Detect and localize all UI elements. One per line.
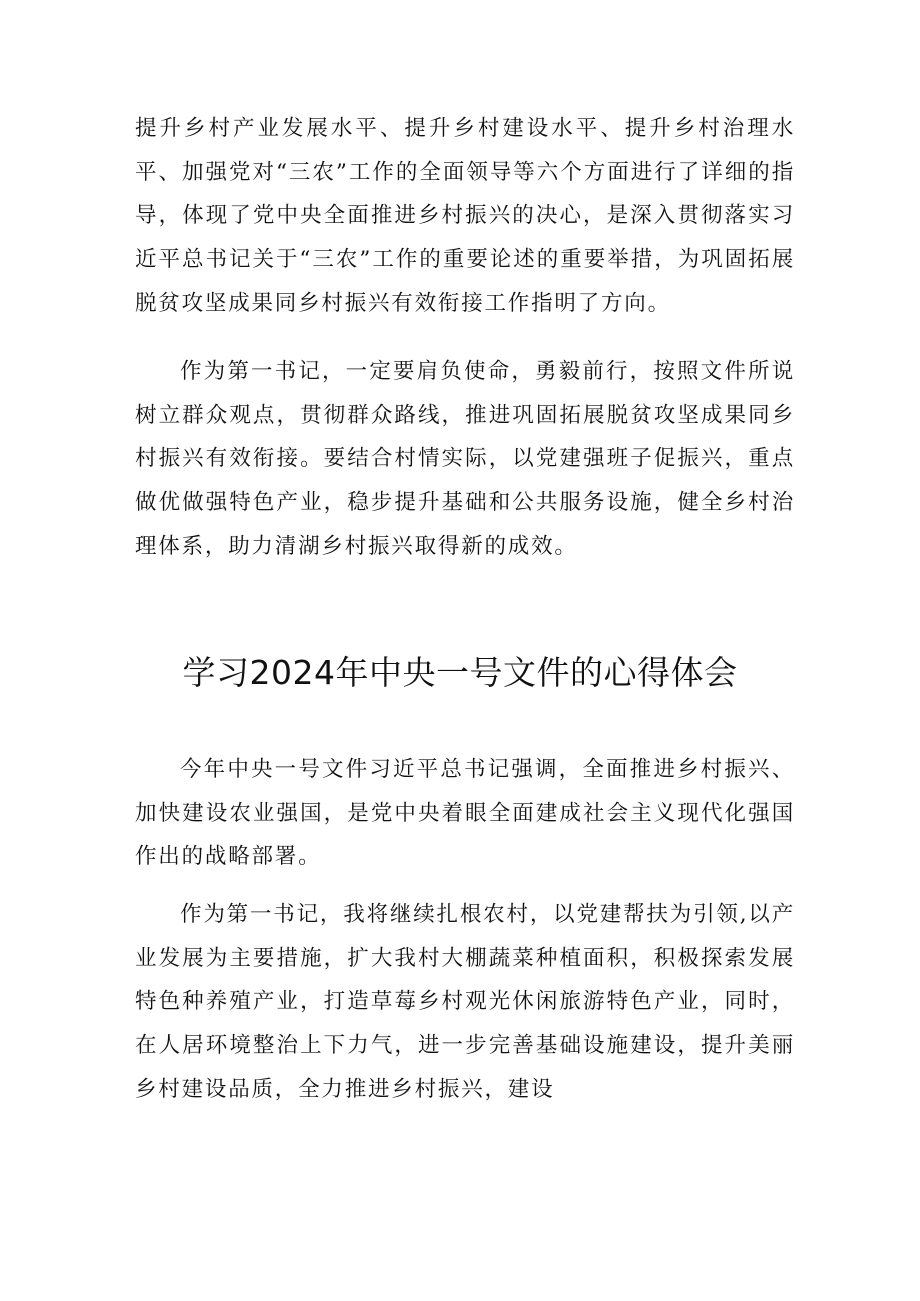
paragraph-first-secretary-mission: 作为第一书记，一定要肩负使命，勇毅前行，按照文件所说树立群众观点，贯彻群众路线，推进巩固拓展脱贫攻坚成果同乡村振兴有效衔接。要结合村情实际，以党建强班子促振兴，重点做优做强特色产业，稳步提升基础和公共服务设施，健全乡村治理体系，助力清湖乡村振兴取得新的成效。 bbox=[135, 359, 795, 559]
paragraph-document-intro: 今年中央一号文件习近平总书记强调，全面推进乡村振兴、加快建设农业强国，是党中央着眼全面建成社会主义现代化强国作出的战略部署。 bbox=[135, 757, 795, 870]
paragraph-first-secretary-plan: 作为第一书记，我将继续扎根农村，以党建帮扶为引领,以产业发展为主要措施，扩大我村大棚蔬菜种植面积，积极探索发展特色种养殖产业，打造草莓乡村观光休闲旅游特色产业，同时，在人居环境整治上下力气，进一步完善基础设施建设，提升美丽乡村建设品质，全力推进乡村振兴，建设 bbox=[135, 902, 795, 1102]
article-heading: 学习2024年中央一号文件的心得体会 bbox=[182, 653, 738, 692]
paragraph-continuation: 提升乡村产业发展水平、提升乡村建设水平、提升乡村治理水平、加强党对“三农”工作的全面领导等六个方面进行了详细的指导，体现了党中央全面推进乡村振兴的决心，是深入贯彻落实习近平总书记关于“三农”工作的重要论述的重要举措，为巩固拓展脱贫攻坚成果同乡村振兴有效衔接工作指明了方向。 bbox=[135, 116, 795, 316]
